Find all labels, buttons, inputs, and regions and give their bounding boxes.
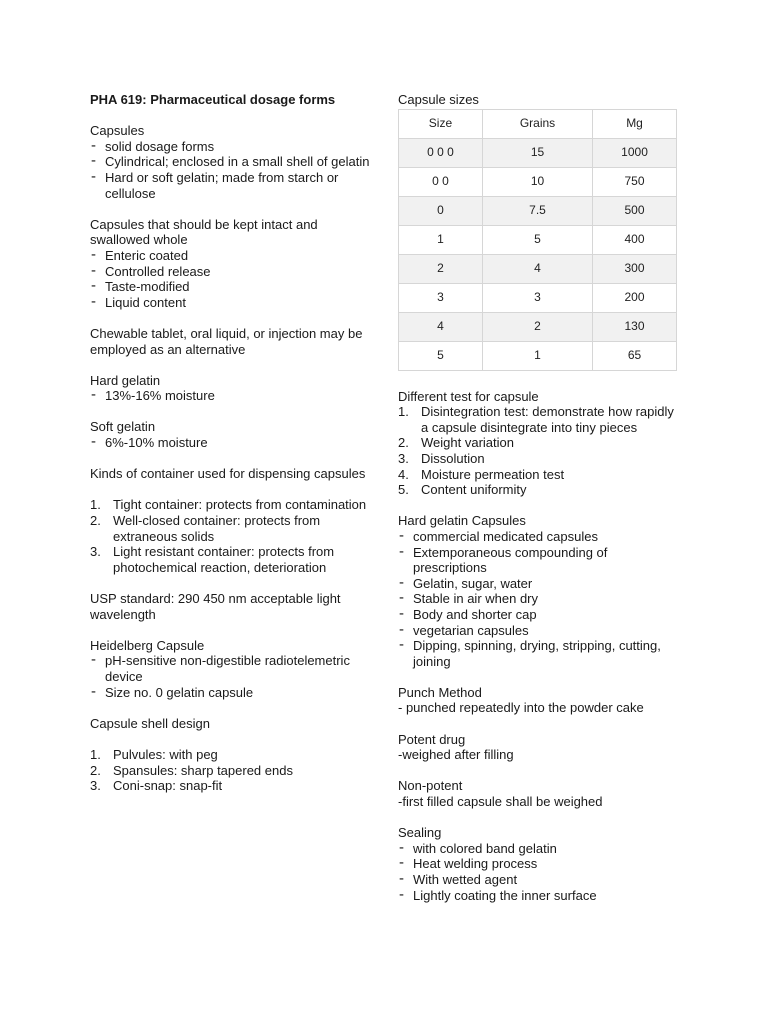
- list-item: - With wetted agent: [398, 872, 680, 888]
- table-cell: 0 0: [399, 167, 483, 196]
- table-cell: 10: [482, 167, 592, 196]
- list-text: Disintegration test: demonstrate how rapidly a capsule disintegrate into tiny pieces: [421, 404, 674, 435]
- section-heading: Hard gelatin Capsules: [398, 513, 526, 529]
- list-number: 1.: [398, 404, 409, 420]
- section-heading: Capsule shell design: [90, 715, 210, 731]
- list-item: - 6%-10% moisture: [90, 435, 375, 451]
- list-number: 2.: [90, 762, 101, 778]
- list-text: Coni-snap: snap-fit: [113, 778, 223, 794]
- soft-gelatin-section: [90, 419, 375, 450]
- list-item: [90, 747, 375, 763]
- table-row: [399, 341, 677, 370]
- list-text: Well-closed container: protects from extraneous solids: [113, 513, 321, 544]
- bullet-list: [398, 841, 680, 903]
- section-heading: Capsules: [90, 123, 145, 139]
- section-heading: Different test for capsule: [398, 388, 539, 404]
- list-text: Tight container: protects from contamination: [113, 497, 367, 513]
- table-cell: 3: [399, 283, 483, 312]
- list-item: - with colored band gelatin: [398, 841, 680, 857]
- table-cell: 1: [399, 225, 483, 254]
- list-item: [90, 778, 375, 794]
- section-heading: Potent drug: [398, 731, 466, 747]
- bullet-list: [90, 139, 375, 201]
- table-caption: Capsule sizes: [398, 92, 479, 107]
- bullet-list: [90, 653, 375, 700]
- list-item: [90, 544, 375, 575]
- list-item: - solid dosage forms: [90, 139, 375, 155]
- table-cell: 5: [482, 225, 592, 254]
- table-cell: 1000: [593, 138, 677, 167]
- numbered-list: [398, 404, 680, 498]
- table-cell: 7.5: [482, 196, 592, 225]
- list-number: 1.: [90, 746, 101, 762]
- table-cell: 0: [399, 196, 483, 225]
- table-header-row: [399, 109, 677, 138]
- potent-drug-section: [398, 732, 680, 763]
- list-item: - pH-sensitive non-digestible radiotelemetric device: [90, 653, 375, 684]
- list-text: Moisture permeation test: [421, 466, 565, 482]
- page-title: PHA 619: Pharmaceutical dosage forms: [90, 92, 336, 107]
- list-item: [90, 513, 375, 544]
- table-cell: 4: [399, 312, 483, 341]
- column-header: Size: [399, 109, 483, 138]
- section-heading: Punch Method: [398, 684, 482, 700]
- table-cell: 4: [482, 254, 592, 283]
- left-column: [90, 92, 375, 794]
- intact-section: [90, 217, 375, 311]
- list-item: - 13%-16% moisture: [90, 388, 375, 404]
- table-cell: 400: [593, 225, 677, 254]
- list-item: - Size no. 0 gelatin capsule: [90, 685, 375, 701]
- list-item: - Taste-modified: [90, 279, 375, 295]
- list-item: [90, 497, 375, 513]
- section-heading: Heidelberg Capsule: [90, 637, 205, 653]
- list-number: 2.: [90, 513, 101, 529]
- usp-standard: USP standard: 290 450 nm acceptable light wavelength: [90, 591, 341, 622]
- list-item: - Hard or soft gelatin; made from starch or cellulose: [90, 170, 375, 201]
- list-text: Dissolution: [421, 450, 485, 466]
- table-row: [399, 283, 677, 312]
- table-cell: 5: [399, 341, 483, 370]
- list-text: Weight variation: [421, 435, 514, 451]
- table-row: [399, 254, 677, 283]
- bullet-list: [90, 388, 375, 404]
- list-number: 4.: [398, 466, 409, 482]
- table-cell: 15: [482, 138, 592, 167]
- hard-gelatin-section: [90, 373, 375, 404]
- list-item: - Enteric coated: [90, 248, 375, 264]
- heidelberg-section: [90, 638, 375, 700]
- table-cell: 300: [593, 254, 677, 283]
- list-number: 5.: [398, 482, 409, 498]
- section-text: -weighed after filling: [398, 747, 514, 763]
- list-text: Pulvules: with peg: [113, 746, 218, 762]
- section-heading: Capsules that should be kept intact and swallowed whole: [90, 216, 318, 248]
- tests-section: [398, 389, 680, 498]
- list-item: - Extemporaneous compounding of prescriptions: [398, 545, 680, 576]
- section-text: -first filled capsule shall be weighed: [398, 794, 603, 810]
- capsule-sizes-table: [398, 109, 677, 371]
- section-heading: Kinds of container used for dispensing capsules: [90, 466, 366, 482]
- list-item: - commercial medicated capsules: [398, 529, 680, 545]
- table-cell: 750: [593, 167, 677, 196]
- list-number: 3.: [90, 544, 101, 560]
- bullet-list: [90, 435, 375, 451]
- list-item: - Cylindrical; enclosed in a small shell of gelatin: [90, 154, 375, 170]
- numbered-list: [90, 497, 375, 575]
- list-item: - Stable in air when dry: [398, 591, 680, 607]
- list-number: 1.: [90, 497, 101, 513]
- list-item: - Body and shorter cap: [398, 607, 680, 623]
- punch-method-section: [398, 685, 680, 716]
- table-cell: 130: [593, 312, 677, 341]
- list-text: Light resistant container: protects from photochemical reaction, deterioration: [113, 544, 335, 575]
- non-potent-section: [398, 778, 680, 809]
- table-cell: 2: [399, 254, 483, 283]
- column-header: Grains: [482, 109, 592, 138]
- table-cell: 65: [593, 341, 677, 370]
- list-item: [398, 451, 680, 467]
- list-item: [398, 482, 680, 498]
- bullet-list: [90, 248, 375, 310]
- section-heading: Soft gelatin: [90, 419, 156, 435]
- column-header: Mg: [593, 109, 677, 138]
- section-heading: Hard gelatin: [90, 372, 161, 388]
- table-cell: 500: [593, 196, 677, 225]
- list-item: - Liquid content: [90, 295, 375, 311]
- alternative-note: Chewable tablet, oral liquid, or injection may be employed as an alternative: [90, 325, 363, 357]
- list-number: 2.: [398, 435, 409, 451]
- table-cell: 2: [482, 312, 592, 341]
- table-cell: 1: [482, 341, 592, 370]
- list-number: 3.: [90, 778, 101, 794]
- table-cell: 200: [593, 283, 677, 312]
- section-heading: Non-potent: [398, 778, 463, 794]
- table-row: [399, 138, 677, 167]
- list-text: Content uniformity: [421, 482, 527, 498]
- section-text: - punched repeatedly into the powder cake: [398, 700, 644, 716]
- table-row: [399, 312, 677, 341]
- bullet-list: [398, 529, 680, 669]
- table-row: [399, 225, 677, 254]
- list-text: Spansules: sharp tapered ends: [113, 762, 293, 778]
- sealing-section: [398, 825, 680, 903]
- list-item: [398, 435, 680, 451]
- right-column: [398, 92, 680, 903]
- table-row: [399, 167, 677, 196]
- list-item: - Gelatin, sugar, water: [398, 576, 680, 592]
- list-item: [398, 404, 680, 435]
- list-item: - Controlled release: [90, 264, 375, 280]
- capsules-section: [90, 123, 375, 201]
- numbered-list: [90, 747, 375, 794]
- hard-capsules-section: [398, 513, 680, 669]
- section-heading: Sealing: [398, 825, 442, 841]
- list-number: 3.: [398, 450, 409, 466]
- table-row: [399, 196, 677, 225]
- table-cell: 0 0 0: [399, 138, 483, 167]
- list-item: - Heat welding process: [398, 856, 680, 872]
- list-item: [398, 467, 680, 483]
- list-item: - Dipping, spinning, drying, stripping, cutting, joining: [398, 638, 680, 669]
- list-item: - Lightly coating the inner surface: [398, 888, 680, 904]
- list-item: [90, 763, 375, 779]
- list-item: - vegetarian capsules: [398, 623, 680, 639]
- table-cell: 3: [482, 283, 592, 312]
